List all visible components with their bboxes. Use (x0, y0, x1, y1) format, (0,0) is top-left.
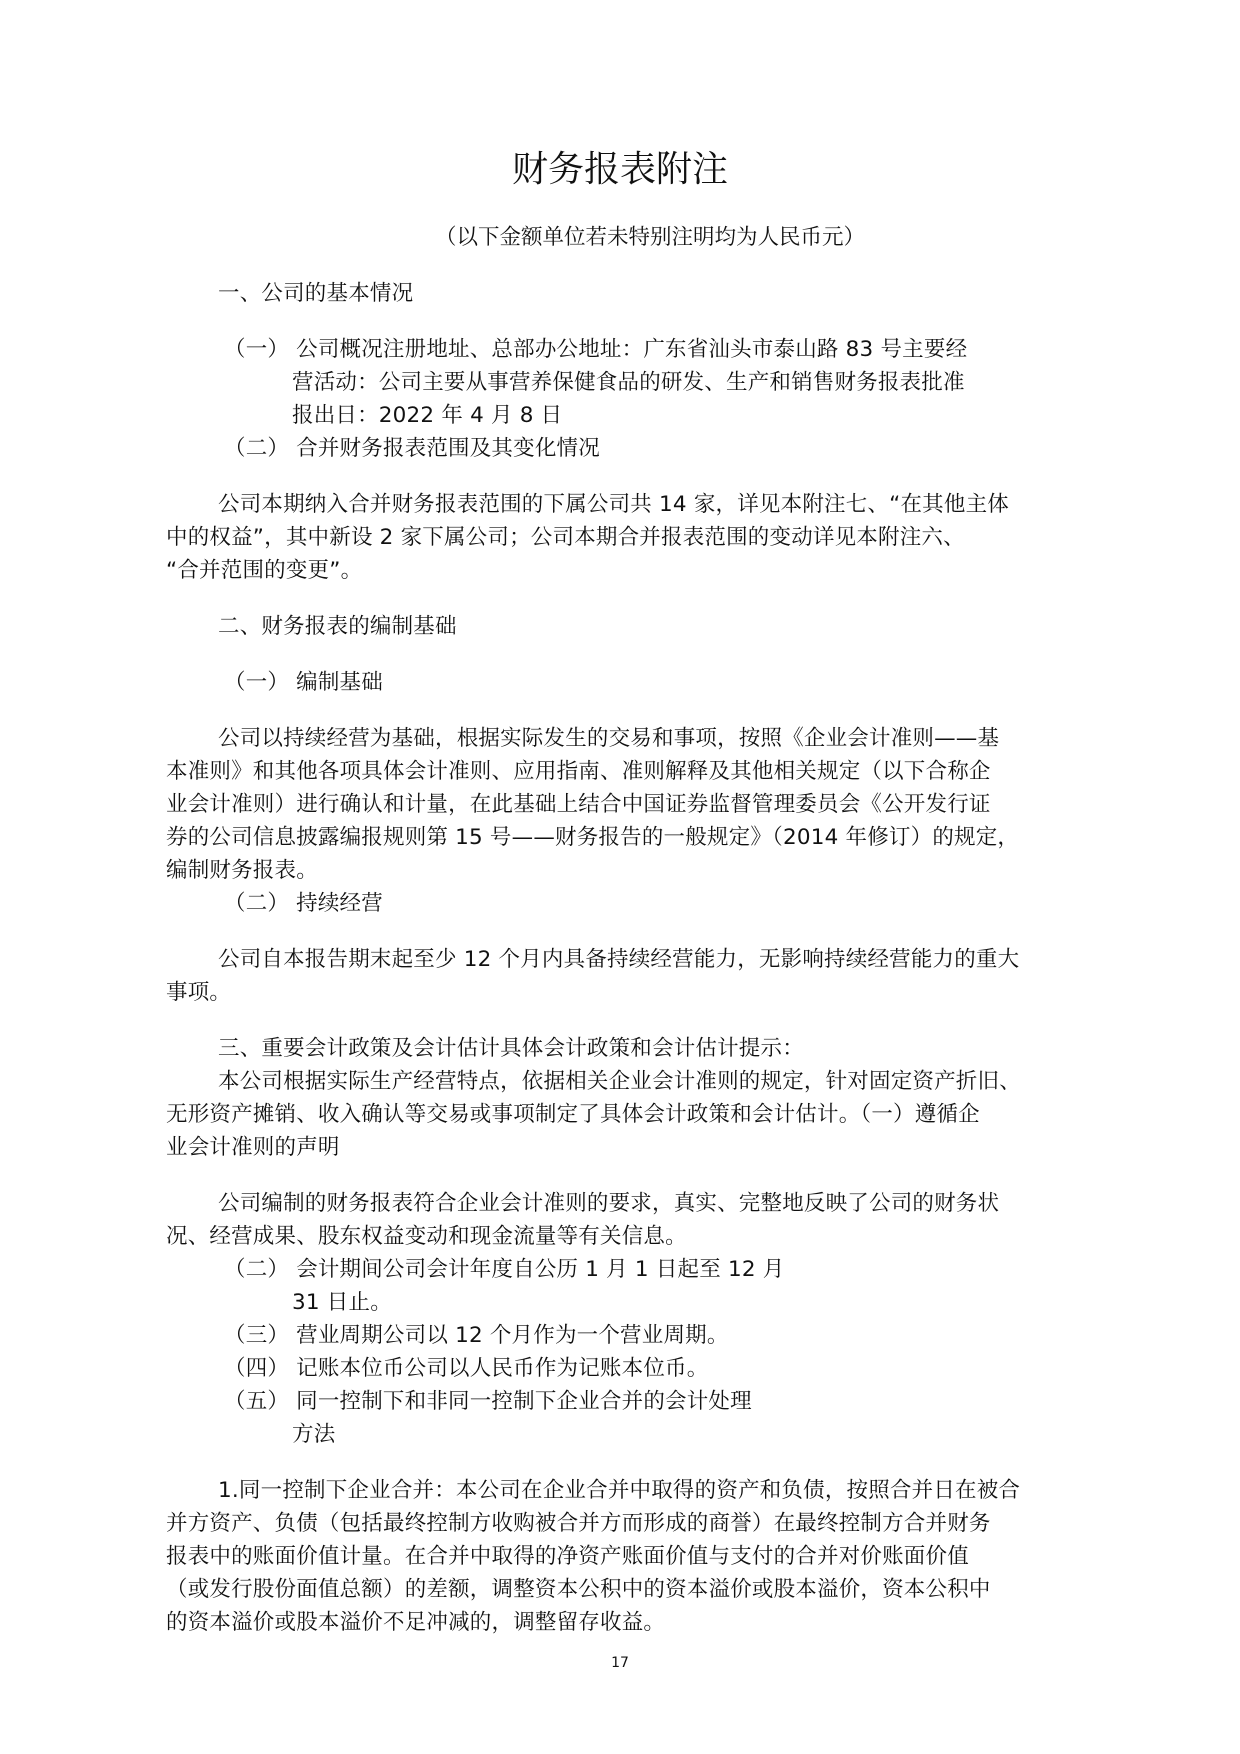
text-line: 业会计准则的声明 (166, 1135, 340, 1160)
text-line: 二、财务报表的编制基础 (218, 614, 457, 639)
text-line: 1.同一控制下企业合并：本公司在企业合并中取得的资产和负债，按照合并日在被合 (218, 1478, 1021, 1503)
text-line: 一、公司的基本情况 (218, 281, 414, 306)
text-line: （五） 同一控制下和非同一控制下企业合并的会计处理 (224, 1389, 752, 1414)
text-line: （三） 营业周期公司以 12 个月作为一个营业周期。 (224, 1323, 729, 1348)
text-line: 券的公司信息披露编报规则第 15 号——财务报告的一般规定》（2014 年修订）的规定， (166, 825, 1020, 850)
page-number: 17 (611, 1655, 629, 1671)
text-line: 公司以持续经营为基础，根据实际发生的交易和事项，按照《企业会计准则——基 (218, 726, 1000, 751)
text-line: 三、重要会计政策及会计估计具体会计政策和会计估计提示： (218, 1036, 804, 1061)
text-line: 事项。 (166, 980, 232, 1005)
text-line: （或发行股份面值总额）的差额，调整资本公积中的资本溢价或股本溢价，资本公积中 (166, 1577, 991, 1602)
text-line: 方法 (292, 1422, 336, 1447)
text-line: 报出日：2022 年 4 月 8 日 (292, 403, 563, 428)
text-line: 公司编制的财务报表符合企业会计准则的要求，真实、完整地反映了公司的财务状 (218, 1191, 1000, 1216)
text-line: 公司本期纳入合并财务报表范围的下属公司共 14 家，详见本附注七、“在其他主体 (218, 492, 1009, 517)
text-line: 并方资产、负债（包括最终控制方收购被合并方而形成的商誉）在最终控制方合并财务 (166, 1511, 991, 1536)
text-line: 营活动：公司主要从事营养保健食品的研发、生产和销售财务报表批准 (292, 370, 965, 395)
text-line: 本公司根据实际生产经营特点，依据相关企业会计准则的规定，针对固定资产折旧、 (218, 1069, 1021, 1094)
text-line: 中的权益”，其中新设 2 家下属公司；公司本期合并报表范围的变动详见本附注六、 (166, 525, 965, 550)
text-line: （二） 合并财务报表范围及其变化情况 (224, 436, 600, 461)
text-line: 编制财务报表。 (166, 858, 318, 883)
text-line: 31 日止。 (292, 1290, 392, 1315)
text-line: 的资本溢价或股本溢价不足冲减的，调整留存收益。 (166, 1610, 666, 1635)
text-line: 报表中的账面价值计量。在合并中取得的净资产账面价值与支付的合并对价账面价值 (166, 1544, 969, 1569)
text-line: （一） 编制基础 (224, 670, 383, 695)
text-line: 公司自本报告期末起至少 12 个月内具备持续经营能力，无影响持续经营能力的重大 (218, 947, 1020, 972)
text-line: 本准则》和其他各项具体会计准则、应用指南、准则解释及其他相关规定（以下合称企 (166, 759, 991, 784)
text-line: “合并范围的变更”。 (166, 558, 363, 583)
page-title: 财务报表附注 (511, 149, 728, 190)
text-line: （二） 持续经营 (224, 891, 383, 916)
text-line: 况、经营成果、股东权益变动和现金流量等有关信息。 (166, 1224, 687, 1249)
text-line: （二） 会计期间公司会计年度自公历 1 月 1 日起至 12 月 (224, 1257, 785, 1282)
text-line: 无形资产摊销、收入确认等交易或事项制定了具体会计政策和会计估计。（一）遵循企 (166, 1102, 980, 1127)
page-subtitle: （以下金额单位若未特别注明均为人民币元） (434, 225, 865, 250)
text-line: （一） 公司概况注册地址、总部办公地址：广东省汕头市泰山路 83 号主要经 (224, 337, 968, 362)
text-line: （四） 记账本位币公司以人民币作为记账本位币。 (224, 1356, 709, 1381)
text-line: 业会计准则）进行确认和计量，在此基础上结合中国证券监督管理委员会《公开发行证 (166, 792, 991, 817)
